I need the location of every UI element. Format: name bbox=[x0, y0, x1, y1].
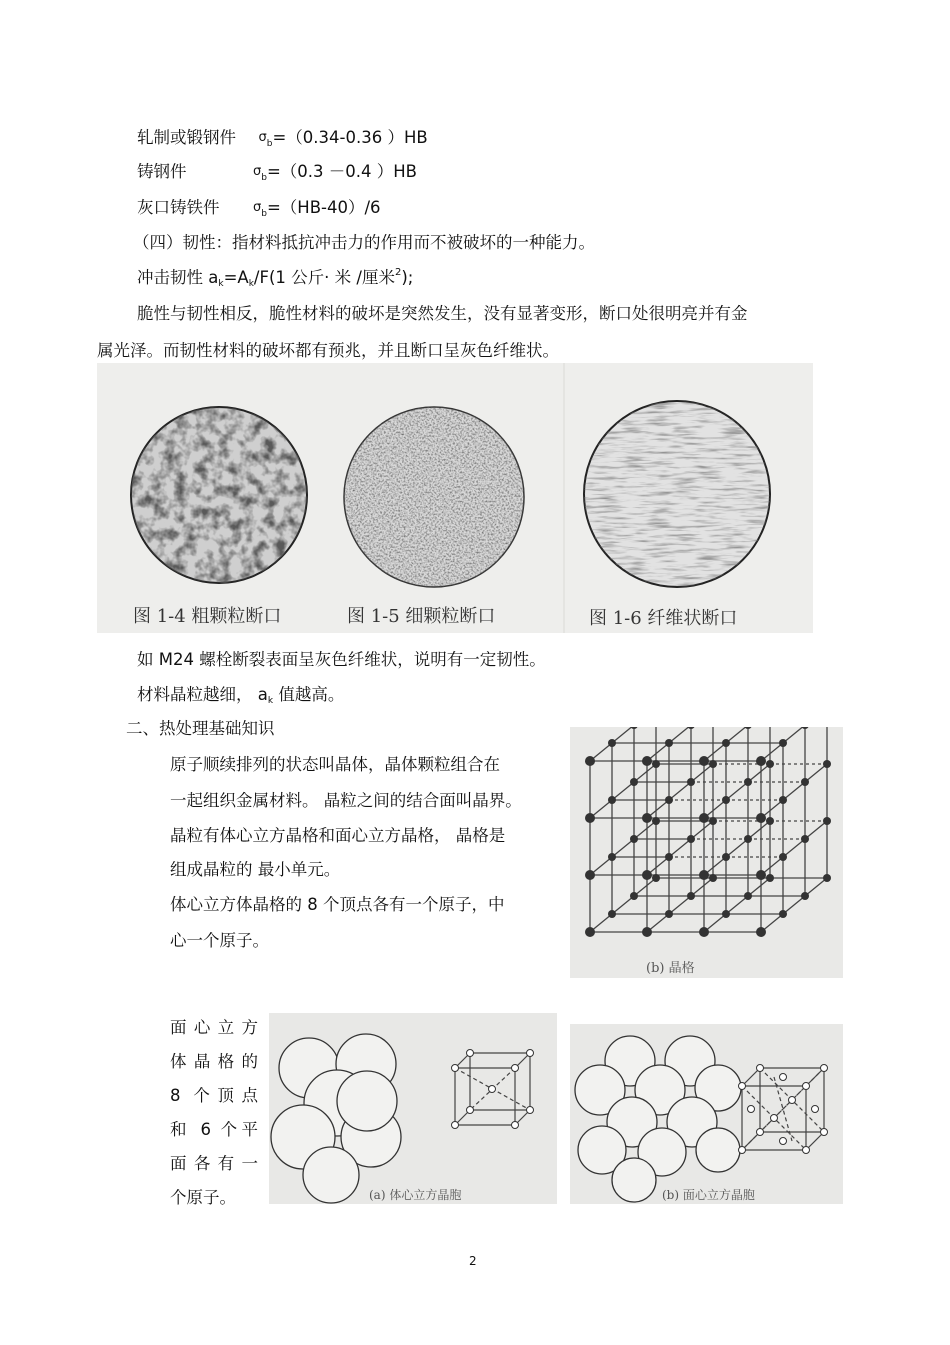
lattice-atom bbox=[585, 927, 595, 937]
fcc-line: 面各有一 bbox=[170, 1154, 258, 1173]
lattice-edge bbox=[783, 896, 805, 914]
fracture-illustration bbox=[97, 363, 813, 633]
lattice-edge bbox=[669, 727, 691, 743]
bolt-fracture-note: 如 M24 螺栓断裂表面呈灰色纤维状，说明有一定韧性。 bbox=[137, 650, 546, 669]
lattice-atom bbox=[630, 778, 638, 786]
lattice-caption: (b) 晶格 bbox=[646, 961, 695, 976]
lattice-atom bbox=[699, 813, 709, 823]
fcc-line: 8 个顶点 bbox=[170, 1086, 258, 1105]
sigma-subscript: b bbox=[261, 209, 267, 219]
crystal-para-line: 原子顺续排列的状态叫晶体，晶体颗粒组合在 bbox=[170, 755, 500, 774]
lattice-atom bbox=[756, 813, 766, 823]
lattice-atom bbox=[642, 870, 652, 880]
lattice-atom bbox=[630, 892, 638, 900]
lattice-atom bbox=[608, 796, 616, 804]
lattice-atom bbox=[608, 910, 616, 918]
strength-label: 轧制或锻钢件 bbox=[137, 128, 236, 147]
strength-row-rolled bbox=[137, 127, 428, 152]
sigma-subscript: b bbox=[261, 173, 267, 183]
strength-formula: =（0.34-0.36 ）HB bbox=[272, 128, 428, 147]
fcc-diagram bbox=[570, 1024, 843, 1204]
lattice-atom bbox=[665, 910, 673, 918]
fcc-line: 和 6 个平 bbox=[170, 1120, 258, 1139]
lattice-atom bbox=[642, 927, 652, 937]
brittle-line-2: 属光泽。而韧性材料的破坏都有预兆，并且断口呈灰色纤维状。 bbox=[97, 341, 559, 360]
lattice-edge bbox=[748, 878, 770, 896]
figure-caption-coarse: 图 1-4 粗颗粒断口 bbox=[133, 606, 282, 627]
lattice-atom bbox=[699, 927, 709, 937]
grain-note-suffix: 值越高。 bbox=[273, 685, 345, 704]
lattice-edge bbox=[783, 727, 805, 743]
fcc-unit-cell-figure bbox=[570, 1024, 843, 1204]
lattice-atom bbox=[652, 760, 660, 768]
sigma-symbol: σ bbox=[258, 130, 267, 145]
grain-note-subscript: k bbox=[267, 696, 274, 706]
fcc-description bbox=[170, 1011, 258, 1215]
lattice-edge bbox=[726, 782, 748, 800]
crystal-lattice-figure bbox=[570, 727, 843, 978]
strength-row-gray-iron bbox=[137, 197, 381, 222]
lattice-edge bbox=[805, 764, 827, 782]
lattice-edge bbox=[805, 878, 827, 896]
lattice-atom bbox=[665, 853, 673, 861]
lattice-edge bbox=[726, 727, 748, 743]
impact-tail: /F(1 公斤· 米 /厘米 bbox=[253, 268, 395, 287]
impact-subscript: k bbox=[218, 279, 224, 289]
impact-superscript: 2 bbox=[394, 267, 402, 278]
section-heading-heat-treatment: 二、热处理基础知识 bbox=[126, 719, 275, 738]
brittle-line-1: 脆性与韧性相反，脆性材料的破坏是突然发生，没有显著变形，断口处很明亮并有金 bbox=[137, 304, 748, 323]
grain-size-note bbox=[137, 684, 344, 709]
lattice-atom bbox=[608, 739, 616, 747]
lattice-edge bbox=[691, 878, 713, 896]
grain-note-prefix: 材料晶粒越细， a bbox=[137, 685, 268, 704]
lattice-atom bbox=[801, 778, 809, 786]
lattice-atom bbox=[630, 835, 638, 843]
crystal-para-line: 晶粒有体心立方晶格和面心立方晶格， 晶格是 bbox=[170, 826, 506, 845]
lattice-edge bbox=[612, 839, 634, 857]
bcc-caption: (a) 体心立方晶胞 bbox=[369, 1188, 462, 1202]
lattice-atom bbox=[744, 892, 752, 900]
lattice-diagram bbox=[570, 727, 843, 978]
lattice-atom bbox=[744, 778, 752, 786]
lattice-edge bbox=[612, 727, 634, 743]
bcc-unit-cell-figure bbox=[269, 1013, 557, 1204]
crystal-para-line: 体心立方体晶格的 8 个顶点各有一个原子，中 bbox=[170, 895, 505, 914]
lattice-atom bbox=[779, 739, 787, 747]
lattice-atom bbox=[779, 853, 787, 861]
impact-prefix: 冲击韧性 a bbox=[137, 268, 219, 287]
lattice-edge bbox=[669, 782, 691, 800]
page-number: 2 bbox=[469, 1254, 477, 1268]
lattice-atom bbox=[709, 874, 717, 882]
lattice-atom bbox=[699, 756, 709, 766]
crystal-para-line: 组成晶粒的 最小单元。 bbox=[170, 860, 341, 879]
lattice-atom bbox=[608, 853, 616, 861]
lattice-atom bbox=[687, 778, 695, 786]
lattice-edge bbox=[669, 896, 691, 914]
lattice-atom bbox=[756, 756, 766, 766]
lattice-atom bbox=[687, 892, 695, 900]
fracture-surface-figure bbox=[97, 363, 813, 633]
figure-caption-fine: 图 1-5 细颗粒断口 bbox=[347, 606, 496, 627]
impact-subscript: k bbox=[248, 279, 254, 289]
lattice-atom bbox=[722, 739, 730, 747]
sigma-symbol: σ bbox=[253, 200, 262, 215]
lattice-atom bbox=[709, 817, 717, 825]
crystal-para-line: 心一个原子。 bbox=[170, 931, 269, 950]
lattice-atom bbox=[756, 870, 766, 880]
lattice-atom bbox=[801, 835, 809, 843]
lattice-atom bbox=[823, 874, 831, 882]
strength-row-cast-steel bbox=[137, 161, 417, 186]
lattice-atom bbox=[766, 874, 774, 882]
lattice-atom bbox=[699, 870, 709, 880]
lattice-atom bbox=[766, 817, 774, 825]
lattice-atom bbox=[722, 796, 730, 804]
lattice-atom bbox=[766, 760, 774, 768]
lattice-atom bbox=[642, 813, 652, 823]
sigma-subscript: b bbox=[266, 139, 273, 149]
toughness-heading: （四）韧性：指材料抵抗冲击力的作用而不被破坏的一种能力。 bbox=[133, 233, 595, 252]
lattice-edge bbox=[783, 839, 805, 857]
lattice-atom bbox=[585, 813, 595, 823]
lattice-atom bbox=[687, 835, 695, 843]
lattice-edge bbox=[748, 821, 770, 839]
sigma-symbol: σ bbox=[253, 164, 262, 179]
lattice-edge bbox=[726, 896, 748, 914]
crystal-para-line: 一起组织金属材料。 晶粒之间的结合面叫晶界。 bbox=[170, 791, 522, 810]
lattice-edge bbox=[634, 764, 656, 782]
lattice-atom bbox=[823, 817, 831, 825]
figure-caption-fibrous: 图 1-6 纤维状断口 bbox=[589, 608, 738, 629]
impact-toughness-formula bbox=[137, 267, 413, 292]
lattice-atom bbox=[779, 796, 787, 804]
lattice-edge bbox=[634, 821, 656, 839]
bcc-diagram bbox=[269, 1013, 557, 1204]
lattice-atom bbox=[744, 835, 752, 843]
lattice-edge bbox=[783, 782, 805, 800]
lattice-edge bbox=[612, 782, 634, 800]
lattice-atom bbox=[665, 796, 673, 804]
lattice-atom bbox=[823, 760, 831, 768]
lattice-edge bbox=[691, 821, 713, 839]
lattice-atom bbox=[722, 910, 730, 918]
lattice-edge bbox=[726, 839, 748, 857]
fcc-line: 体晶格的 bbox=[170, 1052, 258, 1071]
fcc-line: 个原子。 bbox=[170, 1188, 236, 1207]
lattice-atom bbox=[801, 892, 809, 900]
impact-mid: =A bbox=[223, 268, 249, 287]
lattice-edge bbox=[691, 764, 713, 782]
strength-formula: =（0.3 －0.4 ）HB bbox=[266, 162, 417, 181]
lattice-atom bbox=[585, 870, 595, 880]
lattice-atom bbox=[665, 739, 673, 747]
lattice-edge bbox=[634, 878, 656, 896]
lattice-edge bbox=[748, 764, 770, 782]
lattice-atom bbox=[779, 910, 787, 918]
lattice-atom bbox=[652, 874, 660, 882]
strength-label: 灰口铸铁件 bbox=[137, 198, 220, 217]
lattice-atom bbox=[652, 817, 660, 825]
fcc-caption: (b) 面心立方晶胞 bbox=[662, 1188, 755, 1202]
strength-formula: =（HB-40）/6 bbox=[266, 198, 381, 217]
lattice-edge bbox=[612, 896, 634, 914]
lattice-atom bbox=[585, 756, 595, 766]
lattice-atom bbox=[722, 853, 730, 861]
lattice-atom bbox=[709, 760, 717, 768]
strength-label: 铸钢件 bbox=[137, 162, 187, 181]
impact-end: ); bbox=[401, 268, 414, 287]
lattice-atom bbox=[756, 927, 766, 937]
lattice-atom bbox=[642, 756, 652, 766]
lattice-edge bbox=[805, 821, 827, 839]
lattice-edge bbox=[669, 839, 691, 857]
fcc-line: 面心立方 bbox=[170, 1018, 258, 1037]
